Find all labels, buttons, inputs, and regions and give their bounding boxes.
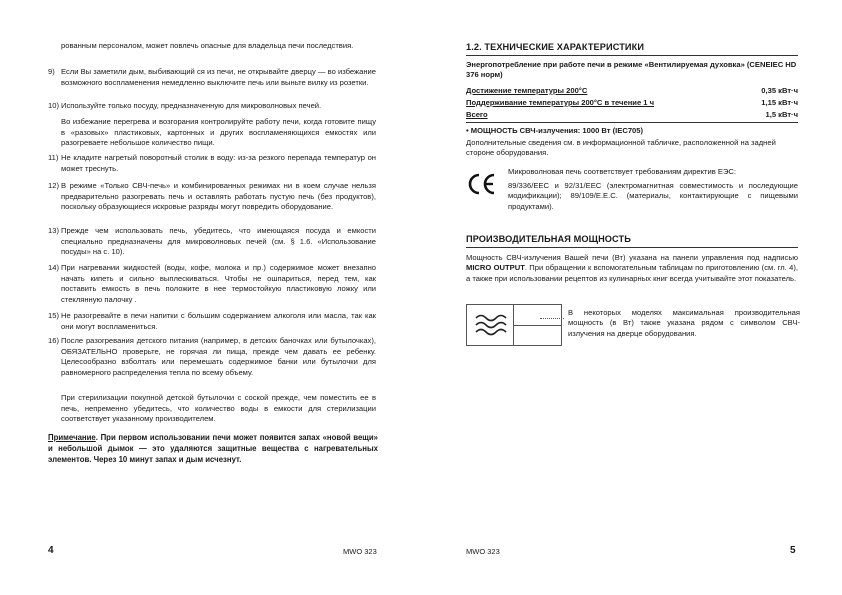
energy-heading: Энергопотребление при работе печи в режиме «Вентилируемая духовка» (CENEIEC HD 376 норм) [466, 60, 797, 80]
note-block [48, 432, 378, 465]
item-text: Прежде чем использовать печь, убедитесь, что имеющаяся посуда и емкости специально предназначены для микроволновых печей (см. § 1.6. «Использование посуды» на с. 10). [61, 226, 376, 257]
leader-line [540, 318, 564, 319]
item-continuation: Во избежание перегрева и возгорания контролируйте работу печи, когда готовите пищу в «разовых» пластиковых, картонных и других воспламеняющихся емкостях или разогреваете небольшое количество пищи. [61, 117, 376, 148]
page-number: 5 [790, 545, 796, 556]
model-footer: MWO 323 [343, 547, 377, 556]
intro-text: рованным персоналом, может повлечь опасные для владельца печи последствия. [61, 41, 354, 50]
microwave-wave-icon [473, 313, 507, 337]
extra-info: Дополнительные сведения см. в информационной табличке, расположенной на задней стороне оборудования. [466, 138, 776, 158]
tech-specs-title: 1.2. ТЕХНИЧЕСКИЕ ХАРАКТЕРИСТИКИ [466, 42, 645, 52]
item-number: 9) [48, 67, 55, 76]
control-panel-diagram [466, 304, 562, 346]
page-number: 4 [48, 545, 54, 556]
ce-directives: 89/336/ЕЕС и 92/31/ЕЕС (электромагнитная совместимость и последующие модификации); 89/109/Е.Е.С. (материалы, контактирующие с пищевыми продуктами). [508, 181, 798, 211]
item-number: 10) [48, 101, 59, 110]
item-text: Если Вы заметили дым, выбивающий ся из печи, не открывайте дверцу — во избежание возможного воспламенения немедленно выключите печь или выньте вилку из розетки. [61, 67, 376, 87]
energy-row-value: 1,5 кВт·ч [765, 110, 798, 119]
item-number: 14) [48, 263, 59, 272]
note-label: Примечание [48, 433, 96, 442]
item-continuation: При стерилизации покупной детской бутылочки с соской прежде, чем поместить ее в печь, непременно убедитесь, что количество воды в емкости для стерилизации соответствует указанному производителем. [61, 393, 376, 424]
performance-text-b: . При обращении к вспомогательным таблицам по приготовлению (см. гл. 4), а также при использовании рецептов из кулинарных книг всегда учитывайте этот показатель. [466, 263, 798, 283]
model-footer: MWO 323 [466, 547, 500, 556]
item-number: 11) [48, 153, 59, 162]
energy-row-label: Всего [466, 110, 488, 119]
table-divider [466, 122, 798, 123]
energy-row [466, 98, 798, 109]
item-text: Используйте только посуду, предназначенную для микроволновых печей. [61, 101, 322, 110]
microwave-power: • МОЩНОСТЬ СВЧ-излучения: 1000 Вт (IEC705) [466, 126, 644, 135]
energy-row-label: Достижение температуры 200°С [466, 86, 588, 95]
item-text: Не разогревайте в печи напитки с большим содержанием алкоголя или масла, так как они могут воспламениться. [61, 311, 376, 331]
ce-mark-icon [466, 171, 496, 197]
micro-output-label: MICRO OUTPUT [466, 263, 525, 273]
energy-row [466, 86, 798, 97]
box-caption: В некоторых моделях максимальная производительная мощность (в Вт) также указана рядом с символом СВЧ-излучения на дверце оборудования. [568, 308, 800, 338]
ce-statement: Микроволновая печь соответствует требованиям директив ЕЭС: [508, 167, 737, 176]
title-divider [466, 55, 798, 56]
item-number: 13) [48, 226, 59, 235]
energy-row-value: 0,35 кВт·ч [761, 86, 798, 95]
item-text: При нагревании жидкостей (воды, кофе, молока и пр.) содержимое может внезапно начать кипеть и сильно выплескиваться. Чтобы не ошпариться, перед тем, как поставить емкость в печь положите в нее термостойкую пластиковую ложку или стеклянную палочку . [61, 263, 376, 304]
performance-text-a: Мощность СВЧ-излучения Вашей печи (Вт) указана на панели управления под надписью [466, 253, 798, 262]
item-text: Не кладите нагретый поворотный столик в воду: из-за резкого перепада температур он может треснуть. [61, 153, 376, 173]
item-text: После разогревания детского питания (например, в детских баночках или бутылочках), ОБЯЗАТЕЛЬНО проверьте, не горячая ли пища, прежде чем давать ее ребенку. Целесообразно взболтать или перемешать содержимое банки или бутылочки для равномерного распределения тепла по всему объему. [61, 336, 376, 377]
item-number: 12) [48, 181, 59, 190]
item-number: 16) [48, 336, 59, 345]
energy-row-label: Поддерживание температуры 200°С в течение 1 ч [466, 98, 655, 107]
item-text: В режиме «Только СВЧ-печь» и комбинированных режимах ни в коем случае нельзя предварительно разогревать печь и оставлять работать пустую печь (без продуктов), поскольку образующиеся искровые разряды могут повредить оборудование. [61, 181, 376, 212]
performance-title: ПРОИЗВОДИТЕЛЬНАЯ МОЩНОСТЬ [466, 234, 631, 244]
item-number: 15) [48, 311, 59, 320]
panel-divider [513, 325, 561, 326]
energy-row [466, 110, 798, 121]
note-text: . При первом использовании печи может появится запах «новой вещи» и небольшой дымок — это удаляются защитные вещества с нагревательных элементов. Через 10 минут запах и дым исчезнут. [48, 433, 378, 464]
performance-text [466, 253, 798, 284]
title-divider [466, 247, 798, 248]
energy-row-value: 1,15 кВт·ч [761, 98, 798, 107]
